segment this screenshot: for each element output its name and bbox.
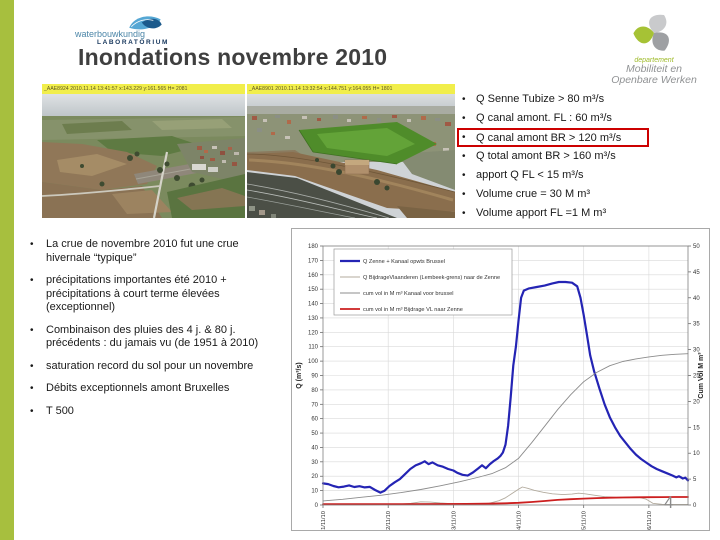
water-swirl-icon [125, 11, 167, 34]
departement-tagline: departement [634, 57, 674, 64]
bullet: • [30, 275, 34, 286]
mobiliteit-text: Mobiliteit en [625, 63, 683, 75]
pinwheel-icon [630, 12, 678, 56]
svg-text:cum vol in M m³ Bijdrage VL na: cum vol in M m³ Bijdrage VL naar Zenne [363, 307, 463, 313]
note-item [30, 405, 284, 419]
svg-text:45: 45 [693, 269, 700, 276]
svg-text:40: 40 [693, 295, 700, 302]
flow-stat-text: Volume apport FL =1 M m³ [476, 207, 607, 219]
departement-mow-logo [600, 12, 708, 86]
svg-text:Q Zenne + Kanaal opwts Brussel: Q Zenne + Kanaal opwts Brussel [363, 259, 445, 265]
flow-stat-text: apport Q FL < 15 m³/s [476, 169, 584, 181]
photo-caption: _AAE8901 2010.11.14 13:32:54 x:144.751 y:164.055 H= 1801 [247, 84, 455, 94]
svg-text:14/11/10: 14/11/10 [516, 511, 523, 530]
note-text: Débits exceptionnels amont Bruxelles [46, 382, 230, 394]
flow-stat-item [457, 128, 649, 147]
svg-text:11/11/10: 11/11/10 [321, 511, 327, 530]
note-text: T 500 [46, 404, 74, 417]
svg-text:130: 130 [307, 315, 318, 322]
bullet: • [462, 113, 466, 124]
svg-text:Q BijdrageVlaanderen (Lembeek-: Q BijdrageVlaanderen (Lembeek-grens) naar de Zenne [363, 275, 501, 281]
svg-text:170: 170 [307, 258, 318, 265]
flow-stat-item [462, 166, 718, 185]
left-accent-bar [0, 0, 14, 540]
svg-text:30: 30 [311, 459, 318, 466]
openbare-werken-text: Openbare Werken [611, 74, 697, 86]
svg-text:160: 160 [307, 272, 318, 279]
svg-text:35: 35 [693, 321, 700, 328]
flow-stat-item [462, 90, 718, 109]
svg-text:90: 90 [311, 373, 318, 380]
bullet: • [30, 360, 34, 372]
flow-stat-text: Q canal amont. FL : 60 m³/s [476, 112, 612, 124]
note-text: saturation record du sol pour un novembre [46, 359, 254, 372]
svg-text:13/11/10: 13/11/10 [451, 511, 458, 530]
bullet: • [30, 383, 34, 394]
note-item [30, 382, 284, 396]
flow-stat-text: Q canal amont BR > 120 m³/s [476, 131, 622, 144]
note-text: Combinaison des pluies des 4 j. & 80 j. précédents : du jamais vu (de 1951 à 2010) [46, 323, 259, 349]
photo-caption: _AAE8924 2010.11.14 13:41:57 x:143.229 y:161.565 H= 2081 [42, 84, 245, 94]
note-item [30, 324, 284, 351]
svg-text:30: 30 [693, 347, 700, 354]
svg-text:80: 80 [311, 387, 318, 394]
svg-text:70: 70 [311, 402, 318, 409]
svg-text:120: 120 [307, 330, 318, 337]
svg-text:25: 25 [693, 373, 700, 380]
flow-stats-list [462, 90, 718, 223]
note-text: La crue de novembre 2010 fut une crue hivernale “typique” [46, 238, 239, 264]
svg-text:Cum Vol M m³: Cum Vol M m³ [698, 352, 705, 399]
svg-text:Q (m³/s): Q (m³/s) [296, 362, 303, 389]
analysis-notes-list [30, 238, 284, 427]
svg-text:16/11/10: 16/11/10 [646, 511, 653, 530]
waterbouwkundig-text: waterbouwkundig [75, 29, 146, 39]
svg-text:0: 0 [693, 503, 697, 509]
note-item [30, 274, 284, 315]
svg-text:180: 180 [307, 244, 318, 250]
flow-stat-item [462, 147, 718, 166]
svg-text:0: 0 [314, 503, 318, 509]
note-item [30, 238, 284, 265]
flow-stat-text: Q Senne Tubize > 80 m³/s [476, 93, 605, 105]
svg-text:140: 140 [307, 301, 318, 308]
bullet: • [462, 131, 466, 143]
svg-text:cum vol in M m³ Kanaal voor br: cum vol in M m³ Kanaal voor brussel [363, 291, 454, 297]
svg-text:5: 5 [693, 477, 697, 484]
laboratorium-text: LABORATORIUM [97, 39, 170, 46]
svg-text:20: 20 [693, 399, 700, 406]
svg-text:40: 40 [311, 445, 318, 452]
bullet: • [30, 239, 34, 250]
bullet: • [30, 324, 34, 336]
bullet: • [462, 151, 466, 162]
flow-stat-text: Volume crue = 30 M m³ [476, 188, 591, 200]
svg-text:150: 150 [307, 287, 318, 294]
bullet: • [462, 170, 466, 181]
note-item [30, 360, 284, 374]
svg-text:10: 10 [311, 488, 318, 495]
flood-aerial-photo-right [247, 84, 455, 218]
svg-text:50: 50 [311, 431, 318, 438]
bullet: • [462, 189, 466, 200]
svg-text:60: 60 [311, 416, 318, 423]
svg-text:100: 100 [307, 359, 318, 366]
flow-stat-text: Q total amont BR > 160 m³/s [476, 150, 616, 162]
svg-text:15: 15 [693, 425, 700, 432]
flood-photo-right-image [247, 94, 455, 218]
page-number: 4 [664, 493, 674, 512]
bullet: • [462, 208, 466, 219]
flood-aerial-photo-left [42, 84, 245, 218]
hydrograph-chart [291, 228, 710, 531]
svg-text:20: 20 [311, 474, 318, 481]
flow-stat-item [462, 109, 718, 128]
svg-text:50: 50 [693, 244, 700, 250]
svg-text:12/11/10: 12/11/10 [386, 511, 393, 530]
svg-text:15/11/10: 15/11/10 [581, 511, 588, 530]
bullet: • [30, 405, 34, 417]
flow-stat-item [462, 204, 718, 223]
flood-photo-left-image [42, 94, 245, 218]
flow-stat-item [462, 185, 718, 204]
svg-text:10: 10 [693, 451, 700, 458]
bullet: • [462, 94, 466, 105]
slide-title: Inondations novembre 2010 [78, 44, 388, 70]
svg-text:110: 110 [308, 344, 318, 351]
note-text: précipitations importantes été 2010 + précipitations à court terme élevées (exceptionnel) [46, 274, 227, 313]
